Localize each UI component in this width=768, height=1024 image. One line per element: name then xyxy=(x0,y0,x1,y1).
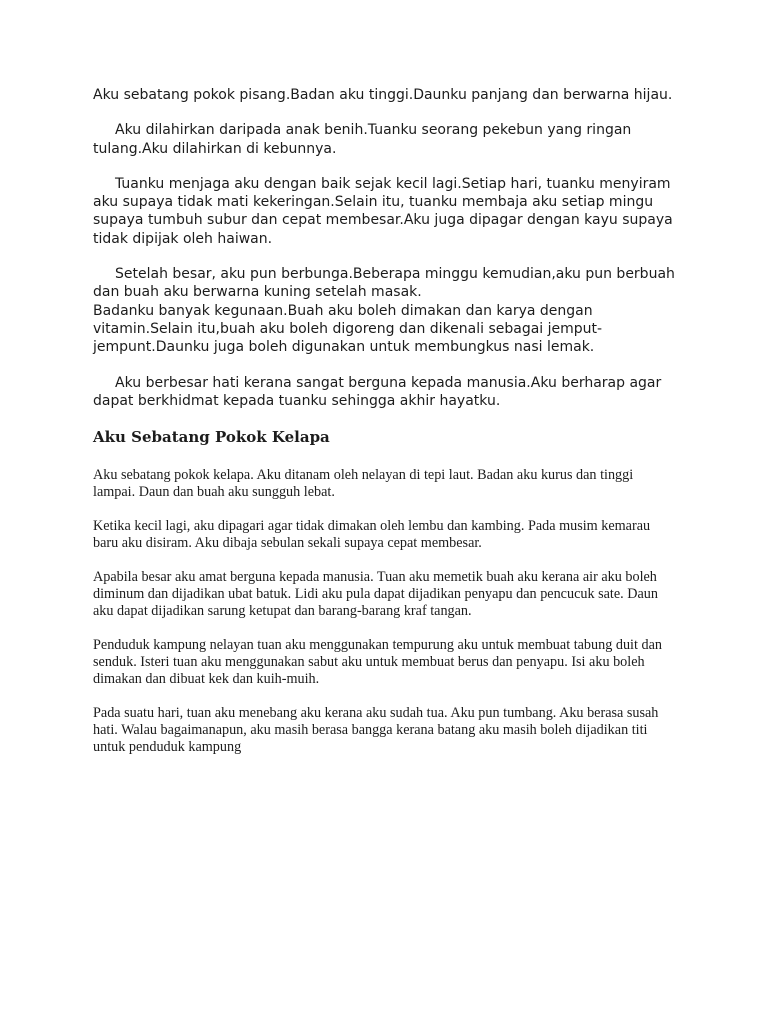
kelapa-paragraph-2: Ketika kecil lagi, aku dipagari agar tidak dimakan oleh lembu dan kambing. Pada musim kemarau baru aku disiram. Aku dibaja sebulan sekali supaya cepat membesar. xyxy=(93,518,651,552)
kelapa-heading: Aku Sebatang Pokok Kelapa xyxy=(93,428,330,447)
pisang-paragraph-5: Badanku banyak kegunaan.Buah aku boleh dimakan dan karya dengan vitamin.Selain itu,buah aku boleh digoreng dan dikenali sebagai jemput-jempunt.Daunku juga boleh digunakan untuk membungkus nasi lemak. xyxy=(93,302,603,356)
document-page xyxy=(93,86,678,773)
pisang-paragraph-6: Aku berbesar hati kerana sangat berguna kepada manusia.Aku berharap agar dapat berkhidmat kepada tuanku sehingga akhir hayatku. xyxy=(93,374,662,409)
kelapa-paragraph-1: Aku sebatang pokok kelapa. Aku ditanam oleh nelayan di tepi laut. Badan aku kurus dan tinggi lampai. Daun dan buah aku sungguh lebat. xyxy=(93,467,634,501)
kelapa-paragraph-3: Apabila besar aku amat berguna kepada manusia. Tuan aku memetik buah aku kerana air aku boleh diminum dan dijadikan ubat batuk. Lidi aku pula dapat dijadikan penyapu dan pencucuk sate. Daun aku dapat dijadikan sarung ketupat dan barang-barang kraf tangan. xyxy=(93,569,658,620)
kelapa-paragraph-5: Pada suatu hari, tuan aku menebang aku kerana aku sudah tua. Aku pun tumbang. Aku berasa susah hati. Walau bagaimanapun, aku masih berasa bangga kerana batang aku masih boleh dijadikan titi untuk penduduk kampung xyxy=(93,705,659,756)
essay-pokok-pisang xyxy=(93,86,678,410)
pisang-paragraph-4: Setelah besar, aku pun berbunga.Beberapa minggu kemudian,aku pun berbuah dan buah aku berwarna kuning setelah masak. xyxy=(93,266,675,301)
pisang-paragraph-2: Aku dilahirkan daripada anak benih.Tuanku seorang pekebun yang ringan tulang.Aku dilahirkan di kebunnya. xyxy=(93,122,632,157)
pisang-paragraph-3: Tuanku menjaga aku dengan baik sejak kecil lagi.Setiap hari, tuanku menyiram aku supaya tidak mati kekeringan.Selain itu, tuanku membaja aku setiap mingu supaya tumbuh subur dan cepat membesar.Aku juga dipagar dengan kayu supaya tidak dipijak oleh haiwan. xyxy=(93,175,673,247)
kelapa-paragraph-4: Penduduk kampung nelayan tuan aku menggunakan tempurung aku untuk membuat tabung duit dan senduk. Isteri tuan aku menggunakan sabut aku untuk membuat berus dan penyapu. Isi aku boleh dimakan dan dibuat kek dan kuih-muih. xyxy=(93,637,662,688)
pisang-paragraph-1: Aku sebatang pokok pisang.Badan aku tinggi.Daunku panjang dan berwarna hijau. xyxy=(93,87,673,103)
essay-pokok-kelapa xyxy=(93,467,678,756)
